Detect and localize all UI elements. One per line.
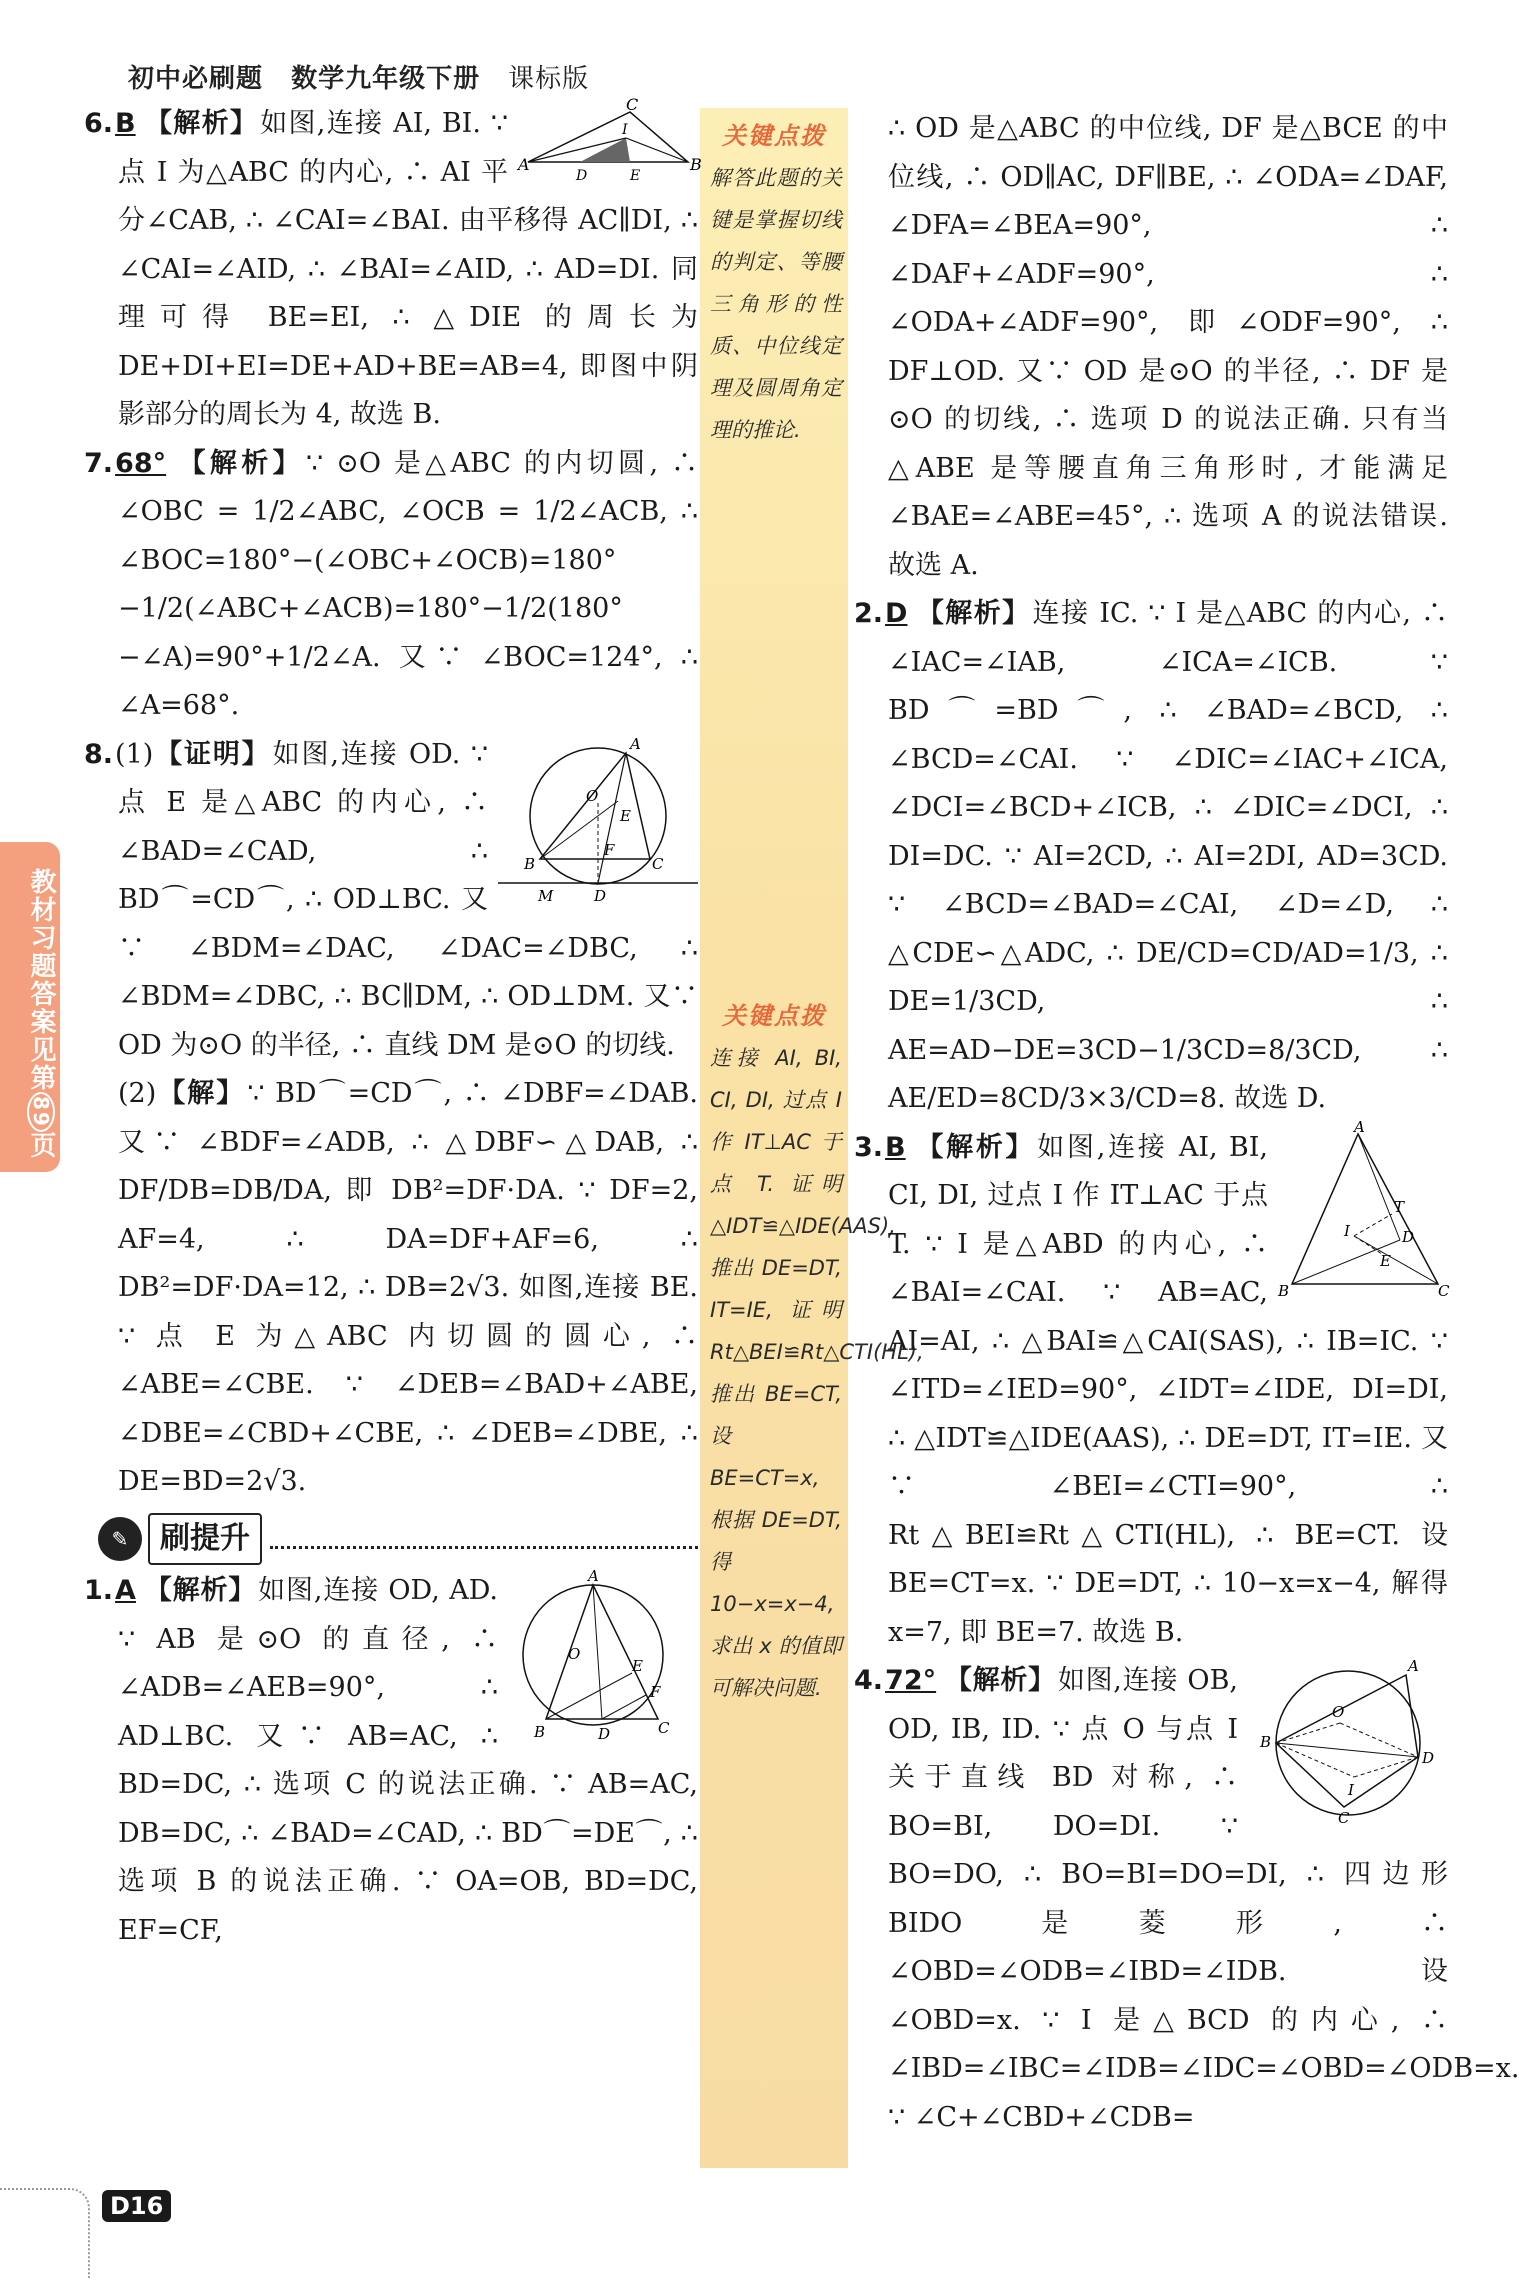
key-point-title: 关键点拨 — [722, 1002, 826, 1030]
side-tab-page: 89 — [27, 1092, 55, 1132]
solution-text: 如图,连接 OD, AD. ∵ AB 是⊙O 的直径, ∴ ∠ADB=∠AEB=90°, ∴ AD⊥BC. 又∵ AB=AC, ∴ BD=DC, ∴ 选项 C 的说法正确. ∵ AB=AC, DB=DC, ∴ ∠BAD=∠CAD, ∴ BD⌒=DE⌒, ∴ 选项 B 的说法正确. ∵ OA=OB, BD=DC, EF=CF, — [118, 1575, 698, 1946]
svg-text:D: D — [576, 168, 588, 184]
edition-label: 课标版 — [508, 64, 590, 94]
question-6 — [84, 95, 702, 440]
section-divider — [270, 1529, 698, 1549]
question-p4 — [854, 1657, 1519, 2142]
svg-text:C: C — [626, 95, 639, 114]
svg-text:E: E — [620, 806, 631, 825]
solution-text: 连接 IC. ∵ I 是△ABC 的内心, ∴ ∠IAC=∠IAB, ∠ICA=∠ICB. ∵ BD⌒=BD⌒, ∴ ∠BAD=∠BCD, ∴ ∠BCD=∠CAI. ∵ ∠DIC=∠IAC+∠ICA, ∠DCI=∠BCD+∠ICB, ∴ ∠DIC=∠DCI, ∴ DI=DC. ∵ AI=2CD, ∴ AI=2DI, AD=3CD. ∵ ∠BCD=∠BAD=∠CAI, ∠D=∠D, ∴ △CDE∽△ADC, ∴ DE/CD=CD/AD=1/3, ∴ DE=1/3CD, ∴ AE=AD−DE=3CD−1/3CD=8/3CD, ∴ AE/ED=8CD/3×3/CD=8. 故选 D. — [888, 598, 1448, 1114]
triangle-figure-icon — [518, 95, 702, 190]
key-point-block-1 — [700, 116, 848, 451]
page-header — [128, 58, 607, 95]
svg-text:D: D — [598, 1725, 611, 1743]
book-icon: ✎ — [98, 1517, 142, 1561]
svg-text:I: I — [622, 122, 628, 138]
analysis-tag: 【解析】 — [143, 1575, 257, 1606]
page-number: D16 — [102, 2190, 171, 2222]
solution-text: 如图,连接 AI, BI. ∵ 点 I 为△ABC 的内心, ∴ AI 平分∠CAB, ∴ ∠CAI=∠BAI. 由平移得 AC∥DI, ∴ ∠CAI=∠AID, ∴ ∠BAI=∠AID, ∴ AD=DI. 同理可得 BE=EI, ∴ △DIE 的周长为 DE+DI+EI=DE+AD+BE=AB=4, 即图中阴影部分的周长为 4, 故选 B. — [118, 108, 698, 430]
svg-text:B: B — [534, 1723, 546, 1741]
svg-text:A: A — [1408, 1657, 1419, 1675]
answer: 68° — [115, 447, 167, 479]
svg-text:A: A — [588, 1567, 599, 1585]
solution-tag: 【解】 — [156, 1078, 246, 1109]
solution-text: ∴ OD 是△ABC 的中位线, DF 是△BCE 的中位线, ∴ OD∥AC, DF∥BE, ∴ ∠ODA=∠DAF, ∠DFA=∠BEA=90°, ∴ ∠DAF+∠ADF=90°, ∴ ∠ODA+∠ADF=90°, 即∠ODF=90°, ∴ DF⊥OD. 又∵ OD 是⊙O 的半径, ∴ DF 是⊙O 的切线, ∴ 选项 D 的说法正确. 只有当△ABE 是等腰直角三角形时, 才能满足∠BAE=∠ABE=45°, ∴ 选项 A 的说法错误. 故选 A. — [888, 113, 1448, 581]
svg-text:D: D — [594, 886, 607, 905]
analysis-tag: 【解析】 — [944, 1665, 1056, 1696]
svg-text:E: E — [632, 1657, 643, 1675]
figure-p1 — [508, 1567, 698, 1747]
question-p2 — [854, 590, 1448, 1124]
figure-q6 — [518, 95, 702, 190]
analysis-tag: 【解析】 — [915, 598, 1031, 629]
svg-text:O: O — [568, 1645, 581, 1663]
question-8 — [84, 731, 698, 1507]
side-tab-text: 教材习题答案见第 — [26, 868, 56, 1093]
svg-text:F: F — [650, 1683, 661, 1701]
svg-text:D: D — [1402, 1227, 1415, 1246]
answer: 72° — [885, 1665, 937, 1696]
section-label: 刷提升 — [148, 1513, 262, 1566]
circle-figure-icon — [1248, 1657, 1448, 1827]
svg-text:E: E — [630, 168, 641, 184]
part-label: (2) — [118, 1078, 157, 1109]
analysis-tag: 【解析】 — [174, 447, 305, 479]
side-tab — [0, 842, 60, 1172]
question-number: 1. — [84, 1575, 114, 1606]
svg-text:M: M — [538, 886, 554, 905]
solution-text: 如图,连接 OD. ∵ 点 E 是△ABC 的内心, ∴ ∠BAD=∠CAD, ∴ BD⌒=CD⌒, ∴ OD⊥BC. 又∵ ∠BDM=∠DAC, ∠DAC=∠DBC, ∴ ∠BDM=∠DBC, ∴ BC∥DM, ∴ OD⊥DM. 又∵ OD 为⊙O 的半径, ∴ 直线 DM 是⊙O 的切线. — [118, 738, 698, 1061]
figure-p3 — [1278, 1117, 1450, 1304]
svg-text:A: A — [630, 734, 641, 753]
svg-text:B: B — [690, 155, 702, 174]
answer: A — [115, 1575, 136, 1606]
svg-text:B: B — [1260, 1733, 1272, 1751]
series-title: 初中必刷题 — [128, 64, 264, 94]
answer: D — [885, 598, 908, 629]
key-point-text: 连接 AI, BI, CI, DI, 过点 I 作 IT⊥AC 于点 T. 证明△IDT≌△IDE(AAS), 推出 DE=DT, IT=IE, 证明 Rt△BEI≌Rt△CTI(HL), 推出 BE=CT, 设 BE=CT=x, 根据 DE=DT, 得 10−x=x−4, 求出 x 的值即可解决问题. — [710, 1046, 924, 1700]
question-p1 — [84, 1567, 698, 1955]
svg-text:B: B — [524, 854, 536, 873]
svg-text:C: C — [1338, 1809, 1350, 1827]
svg-text:A: A — [1354, 1117, 1365, 1136]
circle-figure-icon — [498, 731, 698, 921]
analysis-tag: 【解析】 — [143, 108, 259, 139]
svg-text:C: C — [658, 1719, 670, 1737]
side-tab-suffix: 页 — [26, 1131, 56, 1160]
svg-text:O: O — [1332, 1703, 1345, 1721]
solution-text: ∵ ⊙O 是△ABC 的内切圆, ∴ ∠OBC = 1/2∠ABC, ∠OCB = 1/2∠ACB, ∴ ∠BOC=180°−(∠OBC+∠OCB)=180°−1/2(∠ABC+∠ACB)=180°−1/2(180°−∠A)=90°+1/2∠A. 又∵ ∠BOC=124°, ∴ ∠A=68°. — [118, 447, 698, 721]
svg-text:I: I — [1348, 1781, 1354, 1799]
question-number: 6. — [84, 108, 114, 139]
book-title: 数学九年级下册 — [291, 64, 481, 94]
circle-figure-icon — [508, 1567, 698, 1747]
left-column — [84, 95, 702, 1955]
figure-p4 — [1248, 1657, 1448, 1827]
page-corner — [0, 2188, 90, 2278]
figure-q8 — [498, 731, 698, 921]
question-number: 3. — [854, 1131, 884, 1163]
svg-text:E: E — [1380, 1251, 1391, 1270]
solution-text: 如图,连接 AI, BI, CI, DI, 过点 I 作 IT⊥AC 于点 T. ∵ I 是△ABD 的内心, ∴ ∠BAI=∠CAI. ∵ AB=AC, AI=AI, ∴ △BAI≌△CAI(SAS), ∴ IB=IC. ∵ ∠ITD=∠IED=90°, ∠IDT=∠IDE, DI=DI, ∴ △IDT≌△IDE(AAS), ∴ DE=DT, IT=IE. 又∵ ∠BEI=∠CTI=90°, ∴ Rt△BEI≌Rt△CTI(HL), ∴ BE=CT. 设 BE=CT=x. ∵ DE=DT, ∴ 10−x=x−4, 解得 x=7, 即 BE=7. 故选 B. — [888, 1131, 1448, 1648]
question-number: 4. — [854, 1665, 884, 1696]
key-point-title: 关键点拨 — [722, 122, 826, 150]
triangle-figure-icon — [1278, 1117, 1450, 1304]
question-number: 2. — [854, 598, 884, 629]
svg-text:D: D — [1422, 1749, 1435, 1767]
svg-text:B: B — [1278, 1281, 1290, 1300]
right-column — [854, 105, 1519, 2142]
solution-text: 如图,连接 OB, OD, IB, ID. ∵ 点 O 与点 I 关于直线 BD 对称, ∴ BO=BI, DO=DI. ∵ BO=DO, ∴ BO=BI=DO=DI, ∴ 四边形 BIDO 是菱形, ∴ ∠OBD=∠ODB=∠IBD=∠IDB. 设∠OBD=x. ∵ I 是△BCD 的内心, ∴ ∠IBD=∠IBC=∠IDB=∠IDC=∠OBD=∠ODB=x. ∵ ∠C+∠CBD+∠CDB= — [888, 1665, 1519, 2133]
question-number: 7. — [84, 447, 114, 479]
svg-text:I: I — [1344, 1221, 1350, 1240]
svg-text:C: C — [1438, 1281, 1450, 1300]
answer: B — [115, 108, 136, 139]
section-header — [98, 1513, 698, 1566]
svg-text:O: O — [586, 786, 599, 805]
question-number: 8. — [84, 738, 114, 770]
proof-tag: 【证明】 — [153, 738, 271, 770]
continuation — [888, 105, 1448, 590]
svg-text:A: A — [518, 155, 530, 174]
svg-text:F: F — [604, 840, 615, 859]
svg-text:T: T — [1394, 1197, 1405, 1216]
question-p3 — [854, 1117, 1450, 1658]
key-point-text: 解答此题的关键是掌握切线的判定、等腰三角形的性质、中位线定理及圆周角定理的推论. — [710, 166, 842, 442]
solution-text: ∵ BD⌒=CD⌒, ∴ ∠DBF=∠DAB. 又∵ ∠BDF=∠ADB, ∴ △DBF∽△DAB, ∴ DF/DB=DB/DA, 即 DB²=DF·DA. ∵ DF=2, AF=4, ∴ DA=DF+AF=6, ∴ DB²=DF·DA=12, ∴ DB=2√3. 如图,连接 BE. ∵ 点 E 为△ABC 内切圆的圆心, ∴ ∠ABE=∠CBE. ∵ ∠DEB=∠BAD+∠ABE, ∠DBE=∠CBD+∠CBE, ∴ ∠DEB=∠DBE, ∴ DE=BD=2√3. — [118, 1078, 698, 1497]
part-label: (1) — [115, 738, 154, 770]
part-2 — [118, 1070, 698, 1507]
answer: B — [885, 1131, 906, 1163]
svg-text:C: C — [652, 854, 664, 873]
analysis-tag: 【解析】 — [913, 1131, 1036, 1163]
question-7 — [84, 440, 698, 731]
